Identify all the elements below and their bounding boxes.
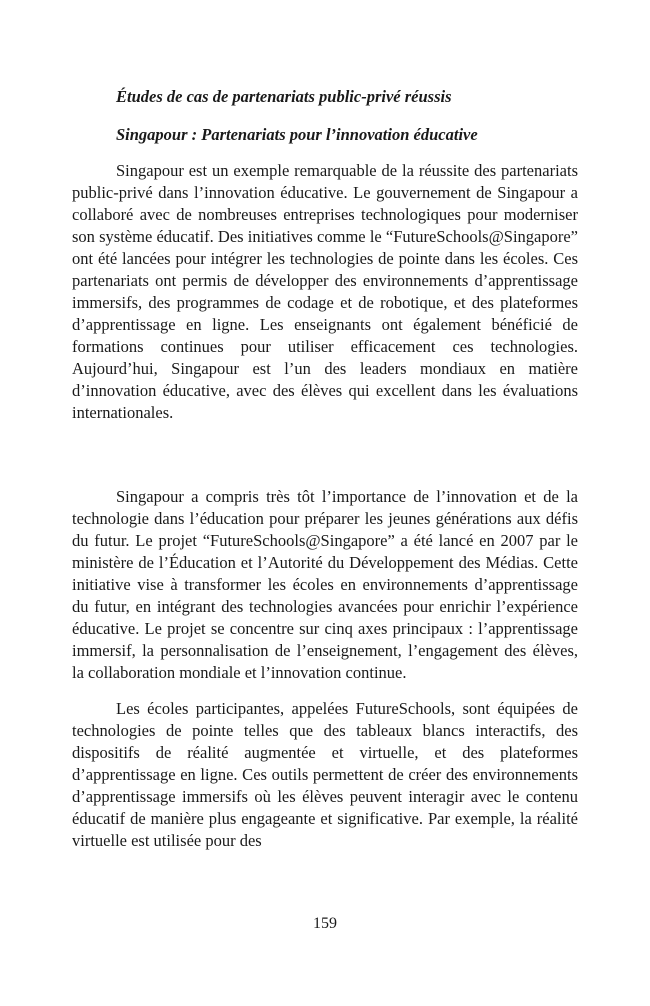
paragraph-3: Les écoles participantes, appelées FutureSchools, sont équipées de technologies de pointe telles que des tableaux blancs interactifs, des dispositifs de réalité augmentée et virtuelle, et des plateformes d’apprentissage en ligne. Ces outils permettent de créer des environnements d’apprentissage immersifs où les élèves peuvent interagir avec le contenu éducatif de manière plus engageante et significative. Par exemple, la réalité virtuelle est utilisée pour des xyxy=(72,699,578,850)
page-body xyxy=(72,86,578,852)
paragraph-1: Singapour est un exemple remarquable de la réussite des partenariats public-privé dans l’innovation éducative. Le gouvernement de Singapour a collaboré avec de nombreuses entreprises technologiques pour moderniser son système éducatif. Des initiatives comme le “FutureSchools@Singapore” ont été lancées pour intégrer les technologies de pointe dans les écoles. Ces partenariats ont permis de développer des environnements d’apprentissage immersifs, des programmes de codage et de robotique, et des plateformes d’apprentissage en ligne. Les enseignants ont également bénéficié de formations continues pour utiliser efficacement ces technologies. Aujourd’hui, Singapour est l’un des leaders mondiaux en matière d’innovation éducative, avec des élèves qui excellent dans les évaluations internationales. xyxy=(72,161,578,422)
section-subtitle: Singapour : Partenariats pour l’innovation éducative xyxy=(116,125,478,144)
page-number: 159 xyxy=(313,915,337,932)
section-title: Études de cas de partenariats public-privé réussis xyxy=(116,87,452,106)
paragraph-2: Singapour a compris très tôt l’importance de l’innovation et de la technologie dans l’éducation pour préparer les jeunes générations aux défis du futur. Le projet “FutureSchools@Singapore” a été lancé en 2007 par le ministère de l’Éducation et l’Autorité du Développement des Médias. Cette initiative vise à transformer les écoles en environnements d’apprentissage du futur, en intégrant des technologies avancées pour enrichir l’expérience éducative. Le projet se concentre sur cinq axes principaux : l’apprentissage immersif, la personnalisation de l’enseignement, l’engagement des élèves, la collaboration mondiale et l’innovation continue. xyxy=(72,487,578,682)
